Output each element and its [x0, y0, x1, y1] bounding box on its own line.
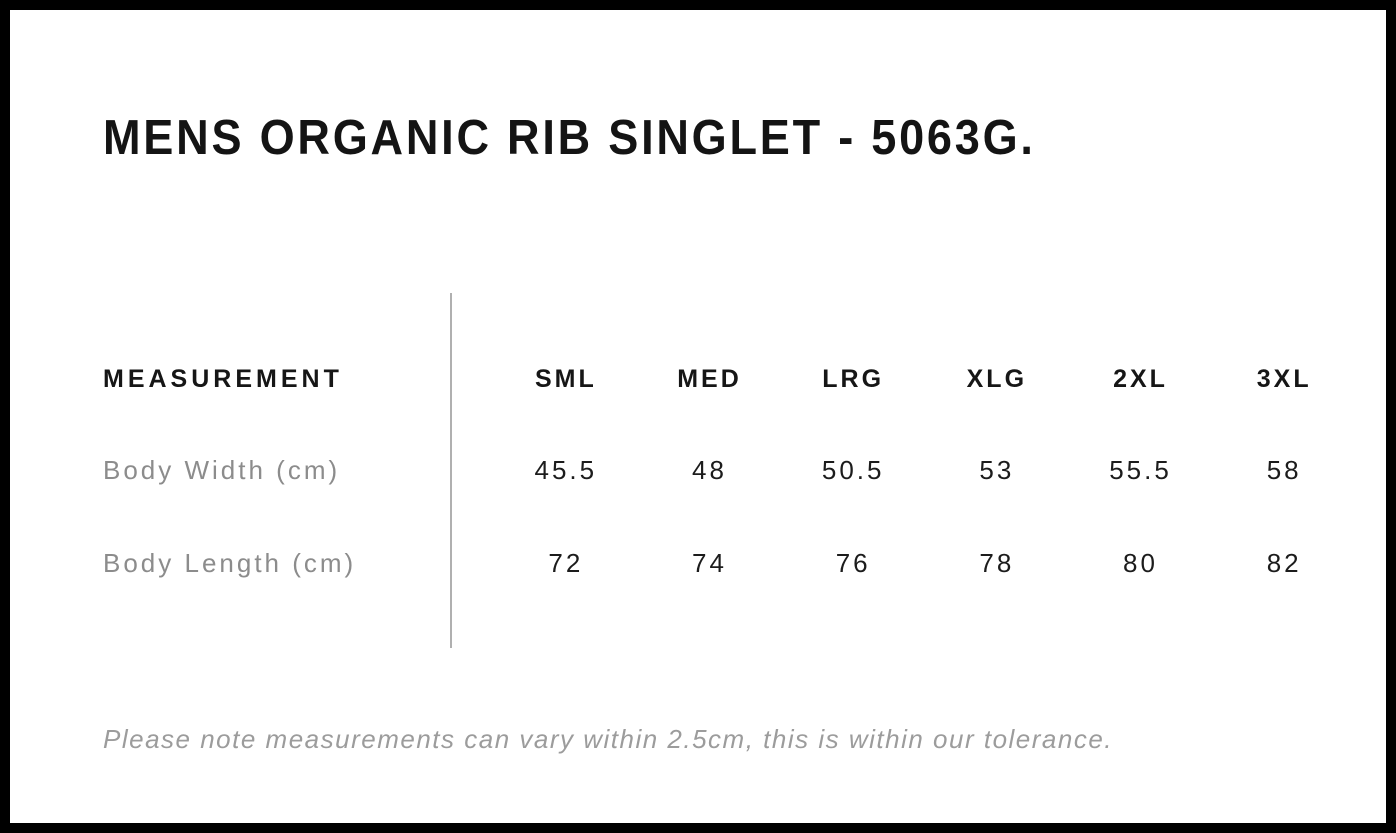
body-length-value-3xl: 82: [1266, 547, 1302, 578]
body-length-value-med: 74: [692, 547, 727, 578]
body-width-value-lrg: 50.5: [821, 454, 885, 485]
table-row-body-length: [103, 542, 1356, 584]
body-width-value-sml: 45.5: [534, 454, 598, 485]
size-chart-table: [103, 293, 1356, 648]
column-header-xlg: XLG: [966, 364, 1028, 393]
column-header-sml: SML: [534, 364, 597, 393]
column-header-2xl: 2XL: [1113, 364, 1168, 393]
column-header-med: MED: [677, 364, 742, 393]
body-width-value-xlg: 53: [979, 454, 1015, 485]
row-label-body-length: Body Length (cm): [103, 547, 357, 578]
body-length-value-sml: 72: [548, 547, 584, 578]
column-header-lrg: LRG: [822, 364, 885, 393]
page-title: MENS ORGANIC RIB SINGLET - 5063G.: [103, 111, 1036, 165]
column-header-measurement: MEASUREMENT: [103, 364, 343, 393]
table-row-body-width: [103, 449, 1356, 491]
row-label-body-width: Body Width (cm): [103, 454, 341, 485]
body-length-value-xlg: 78: [979, 547, 1015, 578]
column-header-3xl: 3XL: [1256, 364, 1312, 393]
body-length-value-lrg: 76: [835, 547, 871, 578]
body-width-value-2xl: 55.5: [1109, 454, 1172, 485]
table-header-row: [103, 358, 1356, 400]
body-width-value-3xl: 58: [1266, 454, 1302, 485]
tolerance-note: Please note measurements can vary within 2.5cm, this is within our tolerance.: [103, 724, 1114, 754]
body-width-value-med: 48: [692, 454, 727, 485]
body-length-value-2xl: 80: [1123, 547, 1158, 578]
